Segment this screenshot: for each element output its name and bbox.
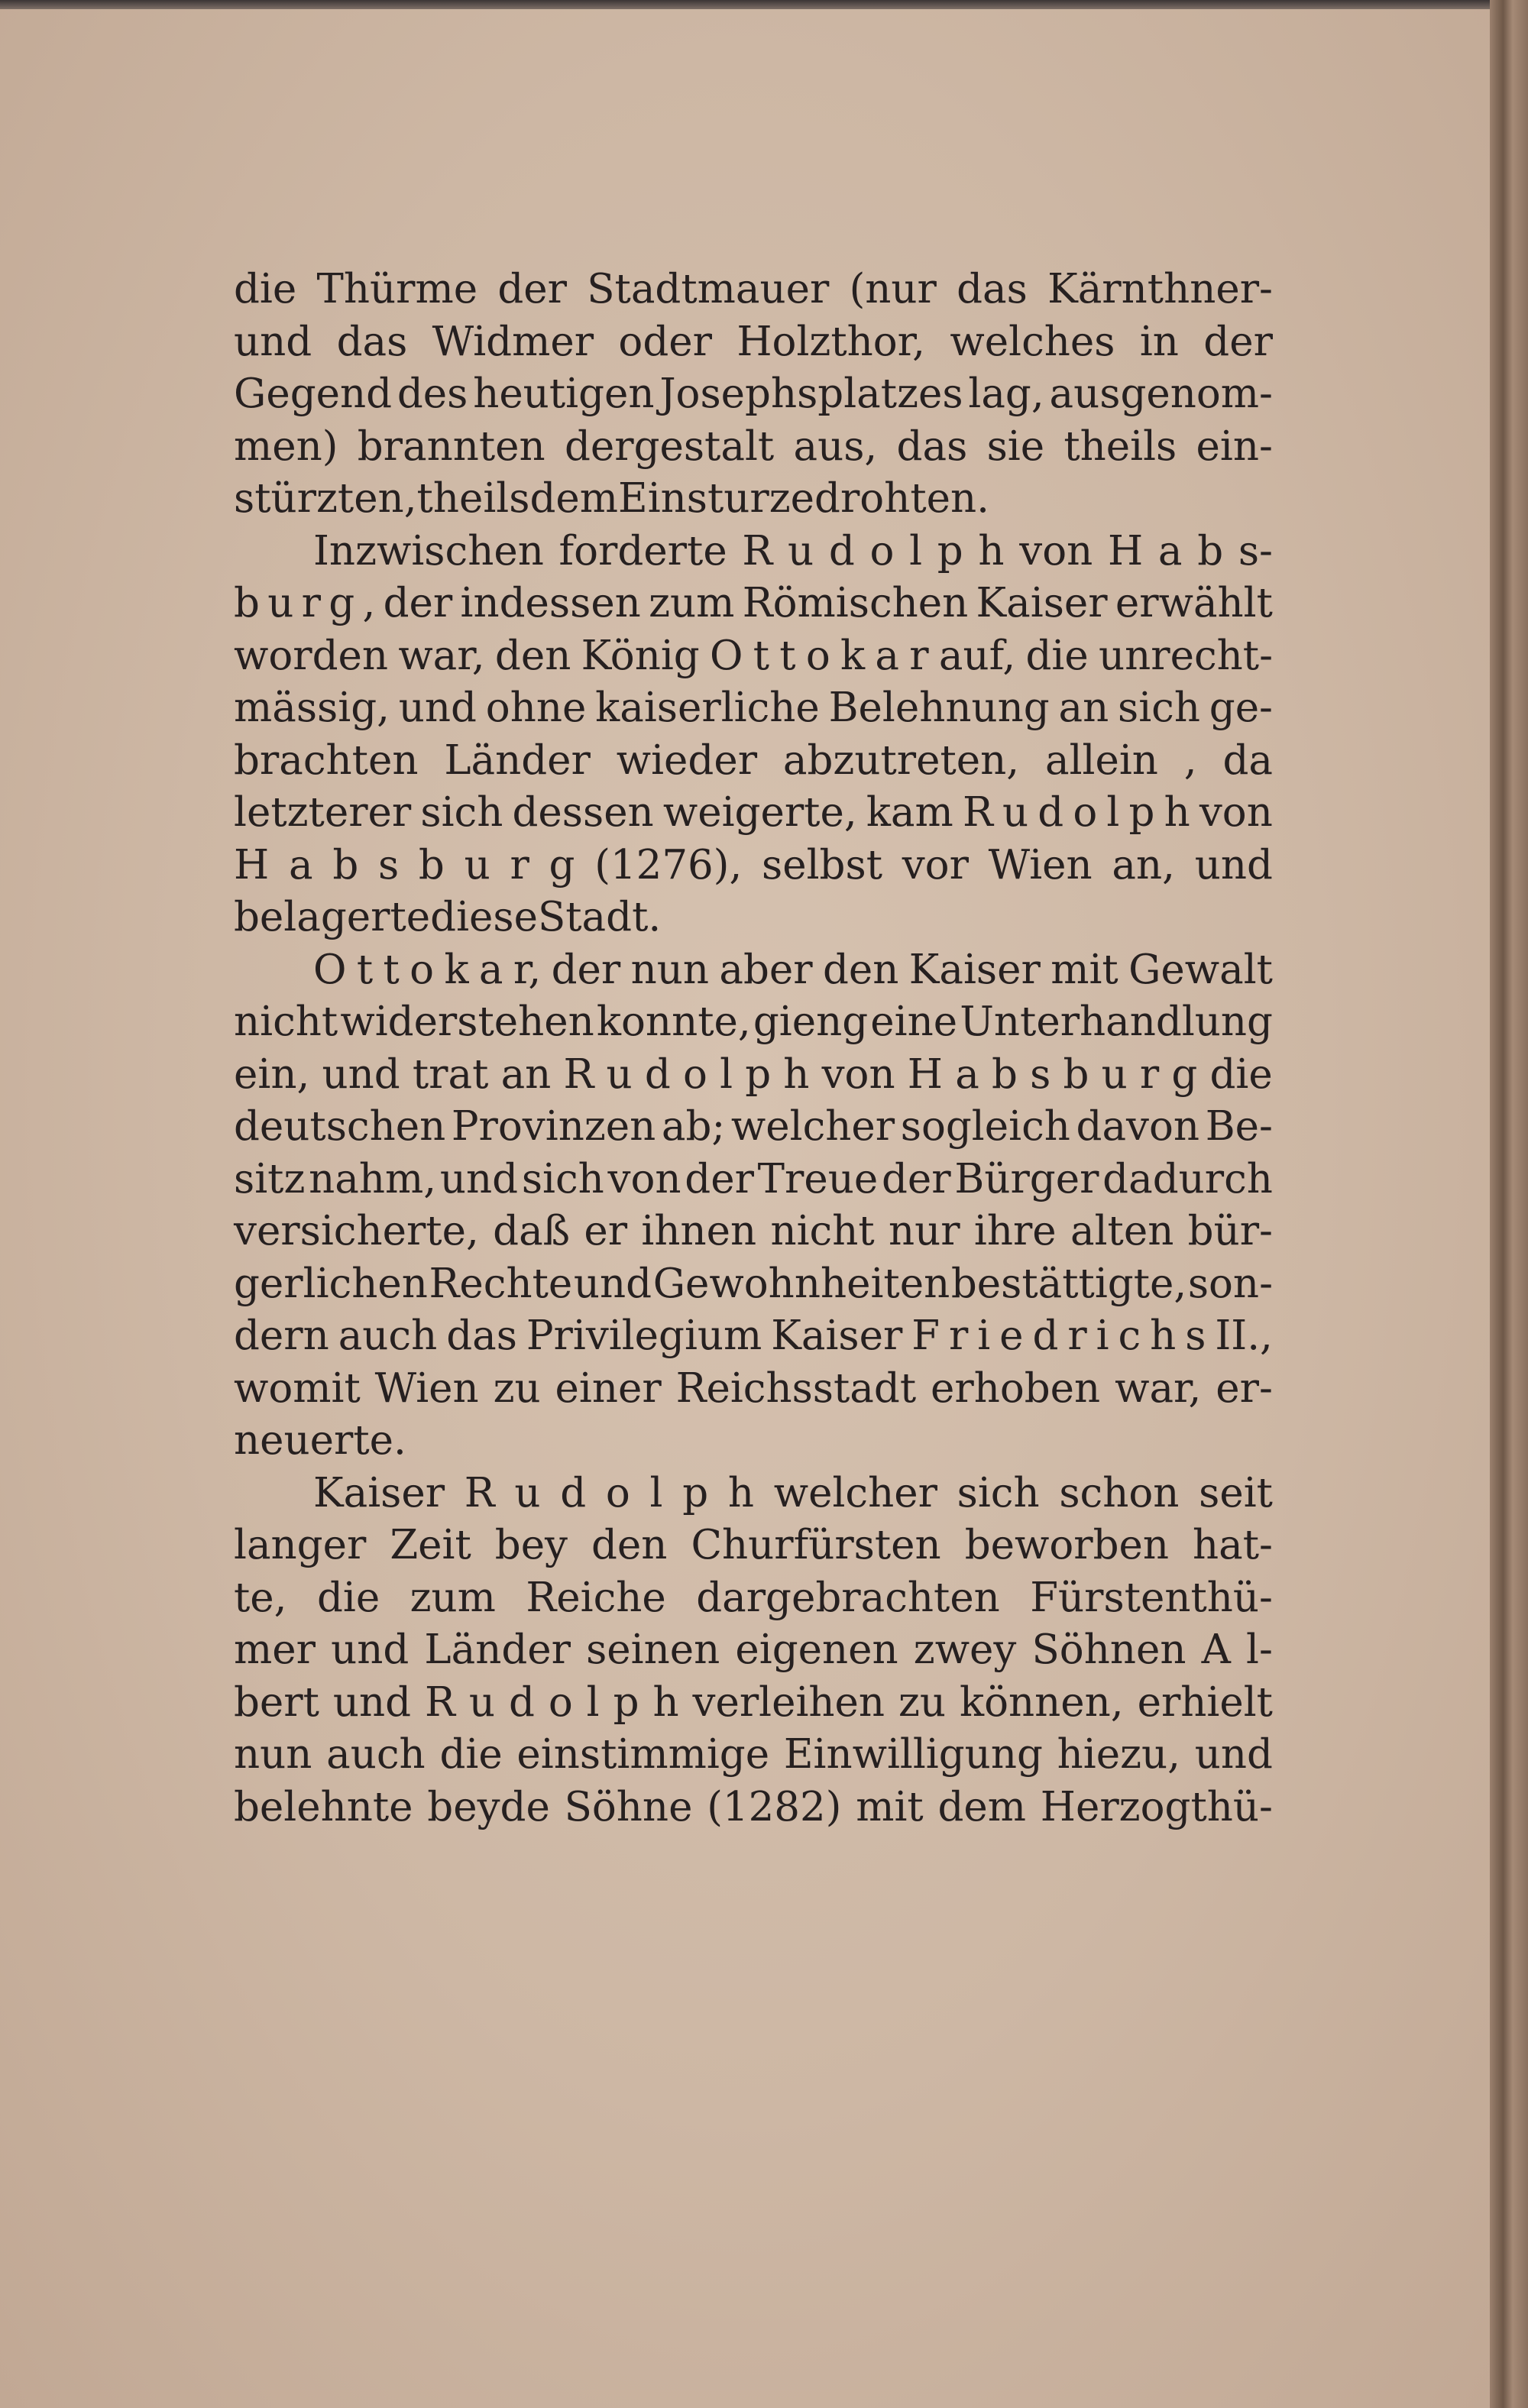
text-line: womit Wien zu einer Reichsstadt erhoben war, er- — [234, 1364, 1273, 1412]
text-line: belagerte diese Stadt. — [234, 894, 662, 940]
text-line: versicherte, daß er ihnen nicht nur ihre alten bür- — [234, 1208, 1273, 1254]
text-line: belehnte beyde Söhne (1282) mit dem Herzogthü- — [234, 1783, 1273, 1830]
text-line: und das Widmer oder Holzthor, welches in der — [234, 318, 1273, 365]
text-line: O t t o k a r, der nun aber den Kaiser mit Gewalt — [313, 946, 1273, 993]
page-top-edge — [0, 0, 1490, 9]
text-line: brachten Länder wieder abzutreten, allein , da — [234, 736, 1273, 784]
text-line: Gegend des heutigen Josephsplatzes lag, ausgenom- — [234, 371, 1273, 417]
text-line: nicht widerstehen konnte, gieng eine Unterhandlung — [234, 998, 1273, 1045]
text-line: ein, und trat an R u d o l p h von H a b s b u r g die — [234, 1050, 1273, 1098]
text-line: Inzwischen forderte R u d o l p h von H a b s- — [313, 527, 1273, 574]
text-line: men) brannten dergestalt aus, das sie theils ein- — [234, 422, 1273, 470]
text-line: langer Zeit bey den Churfürsten beworben hat- — [234, 1522, 1273, 1568]
text-line: worden war, den König O t t o k a r auf, die unrecht- — [234, 632, 1273, 679]
text-line: mer und Länder seinen eigenen zwey Söhnen A l- — [234, 1626, 1273, 1673]
text-line: stürzten, theils dem Einsturze drohten. — [234, 475, 989, 522]
body-text — [234, 264, 1273, 1834]
text-line: neuerte. — [234, 1417, 406, 1464]
text-line: letzterer sich dessen weigerte, kam R u d o l p h von — [234, 789, 1273, 836]
text-line: deutschen Provinzen ab; welcher sogleich davon Be- — [234, 1103, 1273, 1150]
text-line: Kaiser R u d o l p h welcher sich schon seit — [313, 1469, 1273, 1516]
text-line: te, die zum Reiche dargebrachten Fürstenthü- — [234, 1574, 1273, 1621]
text-line: bert und R u d o l p h verleihen zu können, erhielt — [234, 1678, 1273, 1726]
text-line: mässig, und ohne kaiserliche Belehnung an sich ge- — [234, 685, 1273, 731]
text-line: nun auch die einstimmige Einwilligung hiezu, und — [234, 1731, 1273, 1778]
text-line: sitz nahm, und sich von der Treue der Bürger dadurch — [234, 1155, 1273, 1202]
text-line: gerlichen Rechte und Gewohnheiten bestättigte, son- — [234, 1260, 1273, 1307]
text-line: b u r g , der indessen zum Römischen Kaiser erwählt — [234, 580, 1273, 626]
text-line: dern auch das Privilegium Kaiser F r i e d r i c h s II., — [234, 1312, 1273, 1359]
book-binding-edge — [1490, 0, 1528, 2408]
text-line: die Thürme der Stadtmauer (nur das Kärnthner- — [234, 266, 1273, 312]
text-line: H a b s b u r g (1276), selbst vor Wien an, und — [234, 841, 1273, 888]
